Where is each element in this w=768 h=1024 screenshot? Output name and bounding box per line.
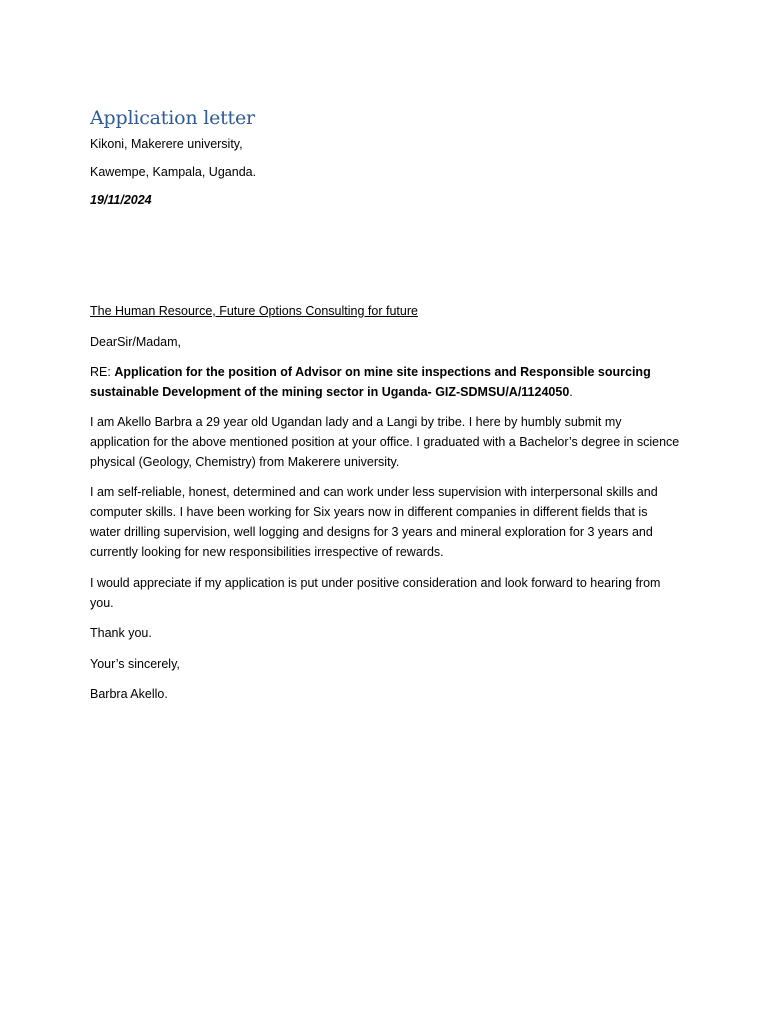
- thanks-line: Thank you.: [90, 626, 152, 640]
- re-suffix: .: [569, 385, 573, 399]
- recipient-line: The Human Resource, Future Options Consulting for future: [90, 304, 418, 318]
- letter-date: 19/11/2024: [90, 193, 152, 207]
- address-line-1: Kikoni, Makerere university,: [90, 137, 243, 151]
- letter-title: Application letter: [90, 107, 255, 129]
- re-prefix: RE:: [90, 365, 115, 379]
- paragraph-experience: I am self-reliable, honest, determined and can work under less supervision with interpersonal skills and computer skills. I have been working for Six years now in different companies in different fields that is water drilling supervision, well logging and designs for 3 years and mineral exploration for 3 years and currently looking for new responsibilities irrespective of rewards.: [90, 485, 658, 559]
- re-subject: Application for the position of Advisor on mine site inspections and Responsible sourcing sustainable Development of the mining sector in Uganda- GIZ-SDMSU/A/1124050: [90, 365, 651, 399]
- paragraph-request: I would appreciate if my application is put under positive consideration and look forward to hearing from you.: [90, 576, 661, 610]
- salutation: DearSir/Madam,: [90, 335, 181, 349]
- closing-line: Your’s sincerely,: [90, 657, 180, 671]
- paragraph-introduction: I am Akello Barbra a 29 year old Ugandan lady and a Langi by tribe. I here by humbly submit my application for the above mentioned position at your office. I graduated with a Bachelor’s degree in science physical (Geology, Chemistry) from Makerere university.: [90, 415, 680, 469]
- re-subject-line: [90, 362, 680, 402]
- signature-name: Barbra Akello.: [90, 687, 168, 701]
- address-line-2: Kawempe, Kampala, Uganda.: [90, 165, 257, 179]
